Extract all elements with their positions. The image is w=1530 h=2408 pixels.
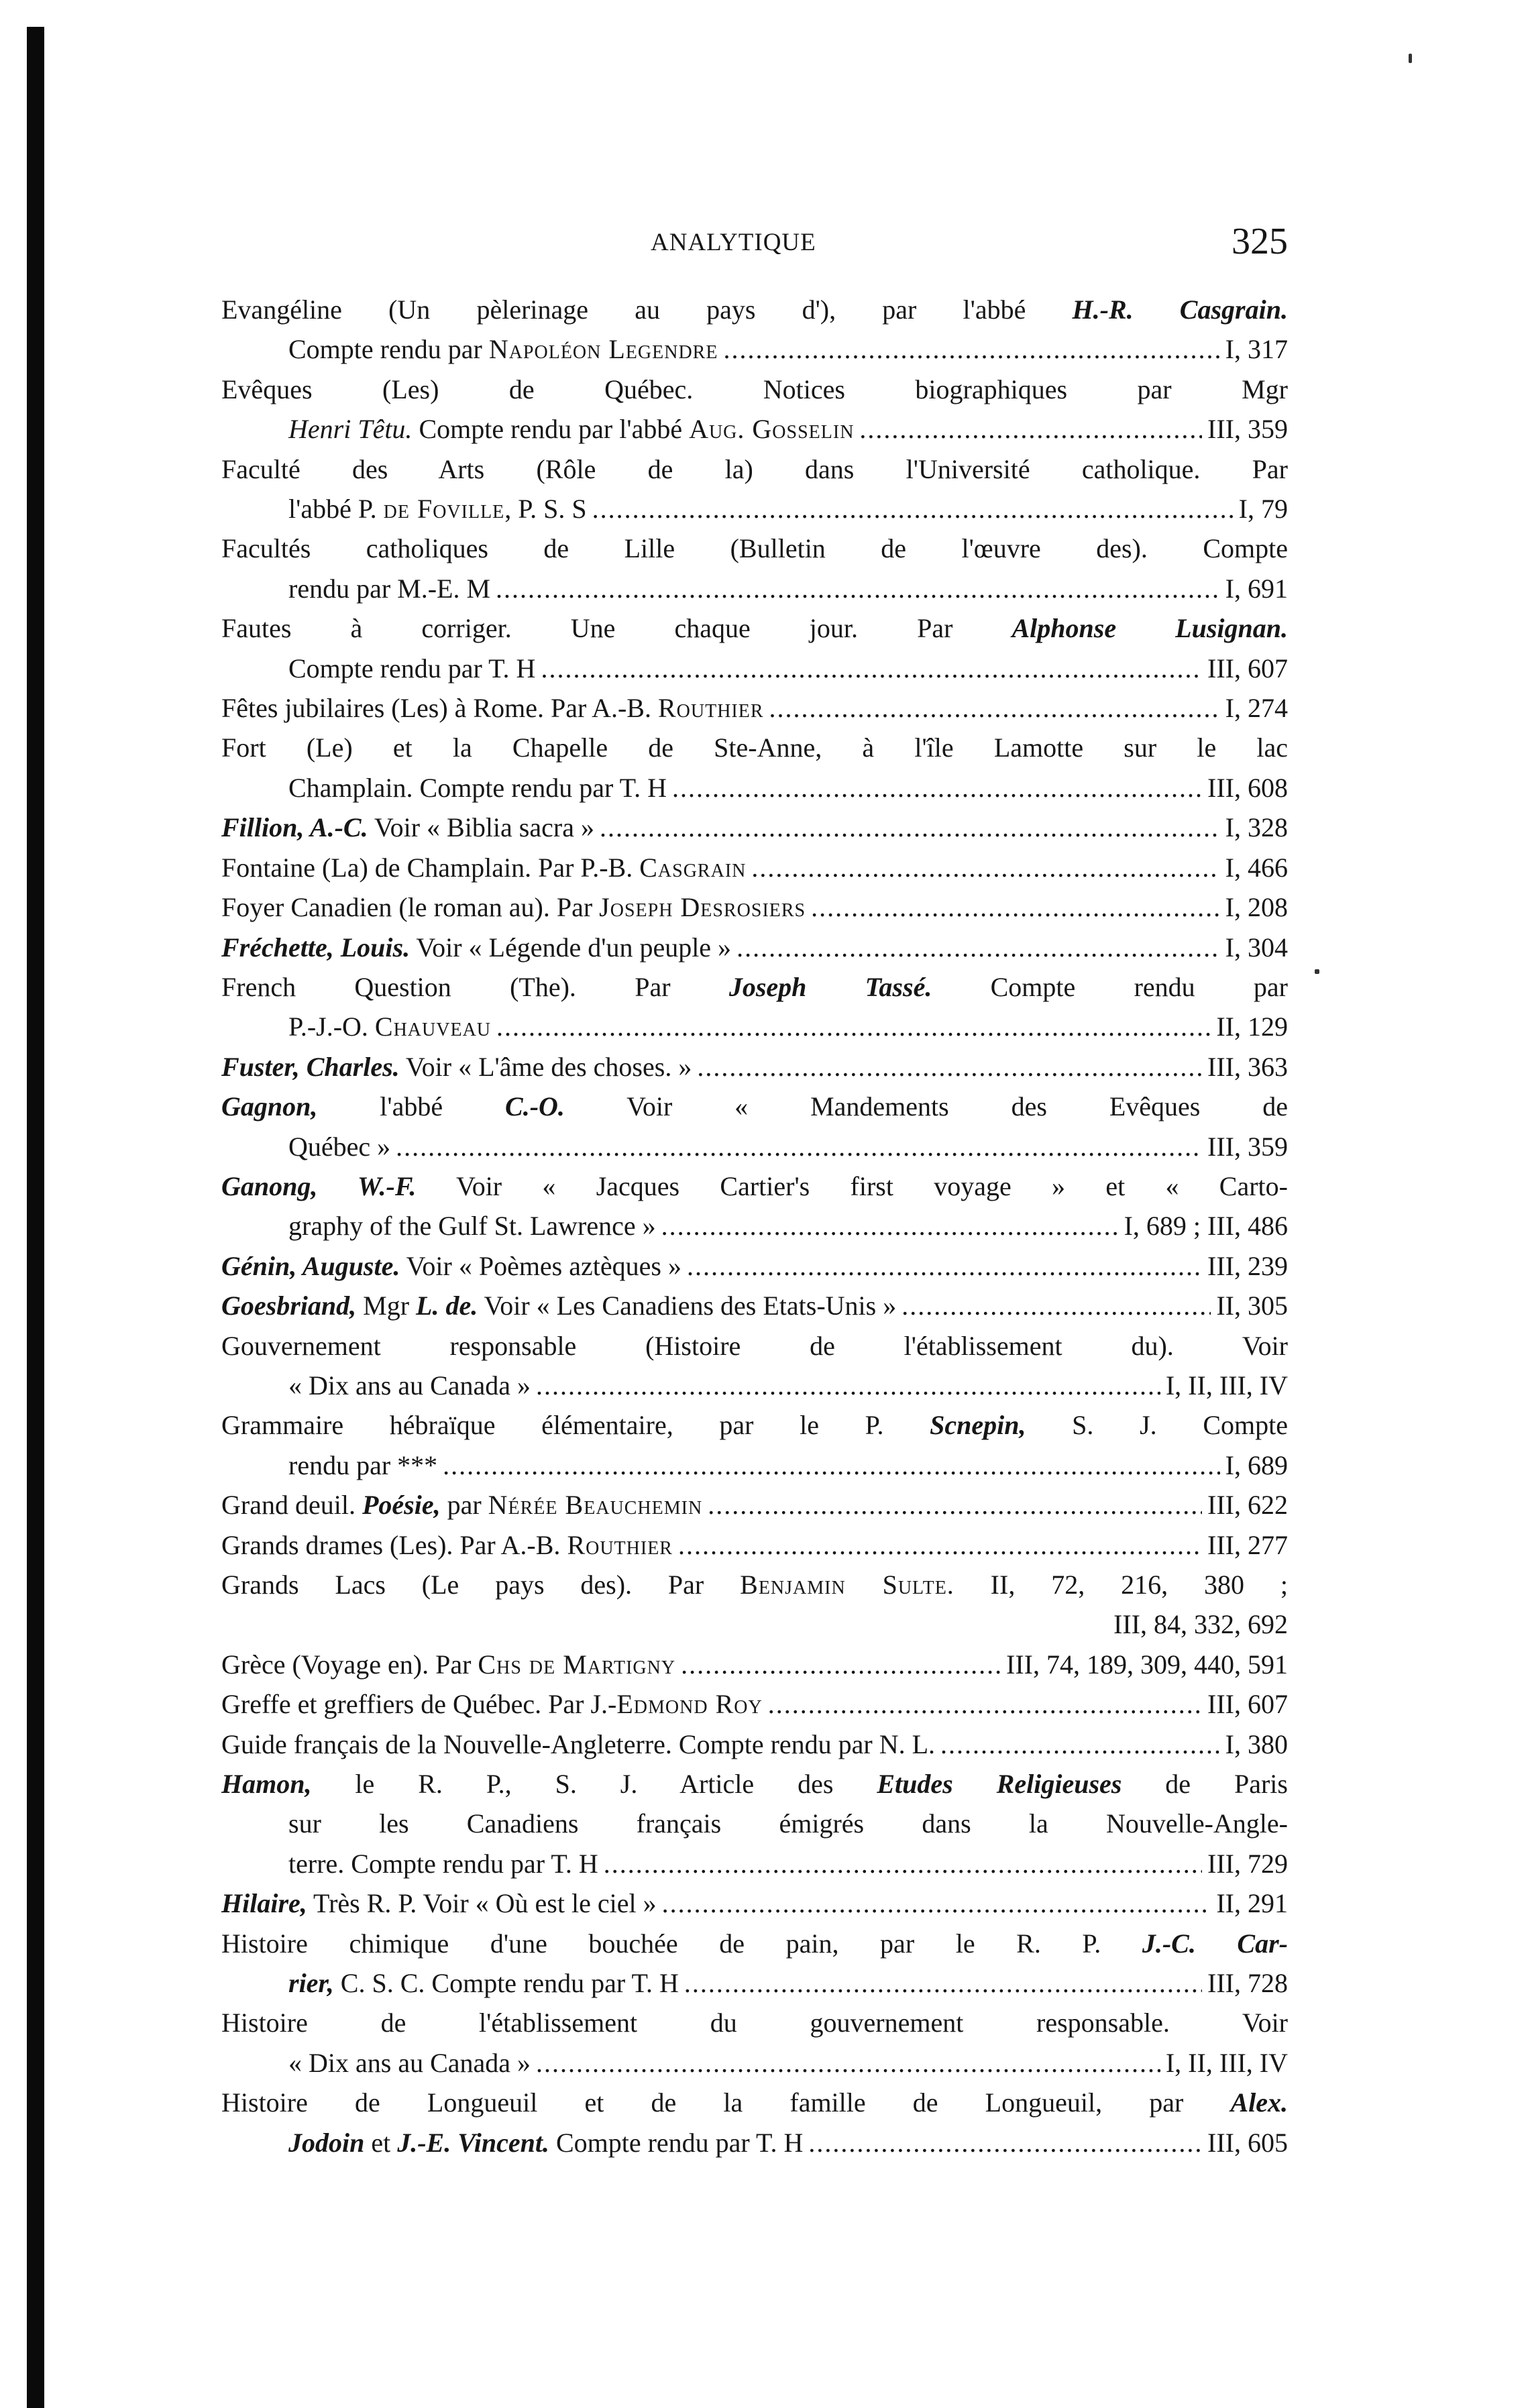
entry-text [221,1525,673,1565]
volume-page-reference: I, 689 ; III, 486 [1124,1211,1288,1242]
entry-text [288,2043,531,2083]
volume-page-reference: I, 274 [1225,693,1288,724]
dot-leader [536,1366,1160,1405]
entry-text-run: P.-J.-O. [288,1011,375,1042]
entry-headline [221,2003,1288,2042]
entry-text [221,1246,681,1286]
index-entry [221,608,1288,688]
volume-page-reference: III, 607 [1207,1689,1288,1720]
index-entry [221,928,1288,967]
entry-headline [221,529,1288,568]
entry-text-run: terre. Compte rendu par T. H [288,1848,598,1879]
entry-text-run: Grands drames (Les). Par A.-B. [221,1529,567,1560]
volume-page-reference: I, 691 [1225,573,1288,604]
entry-text [288,569,490,608]
entry-text-run: rendu par M.-E. M [288,573,491,604]
index-entry [221,1924,1288,2004]
entry-text-run: Evêques (Les) de Québec. Notices biographiques par Mgr [221,374,1288,404]
italic-name: Gagnon, [221,1091,318,1122]
entry-text [288,1963,679,2003]
entry-continuation [221,1007,1288,1046]
entry-headline [221,449,1288,489]
entry-headline [221,848,1288,887]
index-entry [221,1087,1288,1166]
entry-text [221,294,1288,325]
volume-page-reference: III, 277 [1207,1529,1288,1560]
dot-leader [661,1206,1119,1246]
entry-text [288,1007,491,1046]
entry-headline [221,1326,1288,1366]
entry-continuation [221,489,1288,529]
entry-headline [221,2083,1288,2122]
index-entry [221,1047,1288,1087]
dot-leader [684,1963,1202,2003]
dot-leader [443,1445,1220,1485]
volume-page-reference: II, 129 [1216,1011,1288,1042]
volume-page-reference: I, 79 [1238,494,1288,525]
entry-text [221,1725,935,1764]
entry-text-run: Voir « Les Canadiens des Etats-Unis » [478,1291,897,1321]
small-caps-name: Casgrain [639,852,747,883]
index-entry [221,887,1288,927]
volume-page-reference: III, 605 [1207,2127,1288,2158]
entry-text [288,649,535,688]
italic-name: J.-E. Vincent. [397,2127,549,2158]
page-edge-shadow [27,27,44,2408]
entry-headline [221,1725,1288,1764]
entry-text-run: sur les Canadiens français émigrés dans la Nouvelle-Angle- [288,1808,1288,1839]
dot-leader [604,1844,1202,1883]
volume-page-reference: I, II, III, IV [1165,2047,1288,2078]
entry-text [288,1808,1288,1839]
index-entry [221,1565,1288,1645]
italic-name: Etudes Religieuses [877,1769,1122,1800]
entry-text [221,1485,702,1525]
italic-name: Ganong, W.-F. [221,1170,417,1201]
italic-name: Poésie, [362,1490,441,1521]
entry-text [221,1928,1288,1959]
volume-page-reference: III, 622 [1207,1490,1288,1521]
entry-text [221,972,1288,1002]
running-title: ANALYTIQUE [651,229,816,256]
entry-text-run: Voir « L'âme des choses. » [399,1051,692,1082]
entry-headline [221,1684,1288,1724]
entry-headline [221,290,1288,329]
italic-name: Hamon, [221,1769,312,1800]
entry-text-run: « Dix ans au Canada » [288,1370,531,1401]
dot-leader [672,768,1202,808]
entry-continuation [221,649,1288,688]
entry-text-run: Compte rendu par T. H [288,653,536,683]
entry-headline [221,1047,1288,1087]
entry-headline [221,808,1288,847]
entry-text [221,613,1288,643]
volume-page-reference: III, 359 [1207,414,1288,445]
entry-text [288,1844,598,1883]
dot-leader [723,329,1219,369]
italic-name: Joseph Tassé. [728,971,932,1002]
entry-headline [221,1924,1288,1963]
volume-page-reference: II, 291 [1216,1888,1288,1919]
index-entry [221,1246,1288,1286]
dot-leader [736,928,1220,967]
entry-text [221,1570,1288,1600]
page-number: 325 [1232,221,1288,262]
entry-text-run: l'abbé [317,1091,506,1122]
entry-headline [221,728,1288,767]
entry-headline [221,1087,1288,1126]
entry-text-run: Voir « Biblia sacra » [368,812,594,843]
entry-text-run: Voir « Mandements des Evêques de [564,1091,1288,1122]
entry-headline [221,1166,1288,1206]
index-entry [221,1764,1288,1883]
entry-text-run: Compte rendu par l'abbé [412,414,690,445]
entry-text [221,1171,1288,1201]
dot-leader [697,1047,1202,1087]
entry-text [221,1684,763,1724]
volume-page-reference: III, 607 [1207,653,1288,683]
small-caps-name: Joseph Desrosiers [599,892,806,923]
dot-leader [940,1725,1220,1764]
italic-name: L. de. [416,1291,478,1321]
dot-leader [678,1525,1202,1565]
italic-name: H.-R. Casgrain. [1072,294,1288,325]
volume-page-reference: I, 328 [1225,812,1288,843]
entry-text [221,1883,657,1923]
dot-leader [769,688,1220,728]
dot-leader [901,1286,1211,1325]
small-caps-name: Chauveau [374,1011,492,1042]
entry-text [221,374,1288,404]
entry-text [288,1127,390,1166]
volume-page-reference: III, 608 [1207,772,1288,803]
entry-text-run: Champlain. Compte rendu par T. H [288,772,667,803]
entry-text-run: II, 72, 216, 380 ; [954,1570,1288,1600]
dot-leader [751,848,1219,887]
entry-text-run: Grammaire hébraïque élémentaire, par le P. [221,1410,930,1441]
index-entry [221,728,1288,808]
entry-text-run: graphy of the Gulf St. Lawrence » [288,1211,656,1242]
entry-text-run: Québec » [288,1131,391,1162]
entry-text [221,2087,1288,2118]
index-entry [221,1485,1288,1525]
entry-continuation [221,1844,1288,1883]
index-entry [221,1684,1288,1724]
index-entry [221,449,1288,529]
entry-text [288,489,587,529]
volume-page-reference: I, 304 [1225,932,1288,963]
italic-name: Alex. [1230,2087,1288,2118]
entry-text [221,533,1288,563]
index-entry [221,1286,1288,1325]
volume-page-reference: III, 728 [1207,1968,1288,1999]
entry-text-run: Guide français de la Nouvelle-Angleterre. Compte rendu par N. L. [221,1729,936,1759]
page-header [221,220,1288,267]
entry-text-run: Voir « Légende d'un peuple » [410,932,732,963]
volume-page-reference: II, 305 [1216,1291,1288,1321]
entry-text [221,1047,692,1087]
index-entry [221,1725,1288,1764]
entry-continuation [221,2043,1288,2083]
entry-text-run: S. J. Compte [1026,1410,1288,1441]
small-caps-name: Chs de Martigny [478,1649,676,1680]
italic-name: C.-O. [505,1091,565,1122]
entry-text-run: Gouvernement responsable (Histoire de l'établissement du). Voir [221,1330,1288,1361]
entry-text [221,887,806,927]
index-entry [221,1883,1288,1923]
entry-text [288,1206,656,1246]
entry-continuation [221,409,1288,449]
entry-text [221,1645,675,1684]
dot-leader [768,1684,1202,1724]
entry-text-run: Très R. P. Voir « Où est le ciel » [307,1888,657,1919]
volume-page-reference: III, 729 [1207,1848,1288,1879]
small-caps-name: Routhier [567,1529,673,1560]
entry-headline [221,967,1288,1007]
volume-page-reference: III, 74, 189, 309, 440, 591 [1006,1649,1288,1680]
entry-headline [221,887,1288,927]
entry-text-run: rendu par *** [288,1449,438,1480]
index-entry [221,967,1288,1047]
entry-text [221,732,1288,763]
volume-page-reference: III, 239 [1207,1250,1288,1281]
entry-text-run: French Question (The). Par [221,971,729,1002]
entry-headline [221,688,1288,728]
entry-text-run: « Dix ans au Canada » [288,2047,531,2078]
entry-text [221,454,1288,484]
dot-leader [687,1246,1202,1286]
index-entry [221,1405,1288,1485]
entry-headline [221,1565,1288,1604]
small-caps-name: Edmond Roy [616,1689,763,1720]
small-caps-name: Napoléon Legendre [488,334,718,365]
entry-text-run: Foyer Canadien (le roman au). Par [221,892,600,923]
volume-page-reference: I, 689 [1225,1449,1288,1480]
volume-page-reference: I, 466 [1225,852,1288,883]
entry-text-run: Histoire de l'établissement du gouvernement responsable. Voir [221,2008,1288,2038]
entry-headline [221,608,1288,648]
entry-text-run: Grands Lacs (Le pays des). Par [221,1570,741,1600]
entry-text [221,1769,1288,1799]
italic-name: Goesbriand, [221,1291,357,1321]
index-entry [221,1645,1288,1684]
entry-headline [221,1645,1288,1684]
entry-text-run: Voir « Jacques Cartier's first voyage » et « Carto- [416,1170,1288,1201]
volume-page-reference: I, 317 [1225,334,1288,365]
entry-text-run: le R. P., S. J. Article des [311,1769,877,1800]
italic-name: Fréchette, Louis. [221,932,411,963]
dot-leader [808,2123,1202,2163]
entry-text-run: Fort (Le) et la Chapelle de Ste-Anne, à l'île Lamotte sur le lac [221,732,1288,763]
small-caps-name: de Foville [383,494,505,525]
entry-text-run: et [364,2127,398,2158]
index-entry [221,2003,1288,2083]
entry-continuation [221,1366,1288,1405]
entry-headline [221,1883,1288,1923]
entry-text [288,1445,437,1485]
italic-name: Fuster, Charles. [221,1051,400,1082]
italic-name: Fillion, A.-C. [221,812,368,843]
index-entry [221,529,1288,608]
entry-continuation [221,329,1288,369]
entry-text-run: Voir « Poèmes aztèques » [400,1250,681,1281]
entry-text [221,688,764,728]
entry-headline [221,1286,1288,1325]
small-caps-name: Benjamin Sulte. [740,1570,954,1600]
entry-text-run: Fautes à corriger. Une chaque jour. Par [221,613,1012,644]
entry-text [221,1410,1288,1440]
italic-name: Alphonse Lusignan. [1012,613,1288,644]
index-entries [221,290,1288,2163]
index-entry [221,370,1288,449]
entry-text [221,1331,1288,1361]
entry-continuation [221,1445,1288,1485]
entry-text-run: Mgr [356,1291,417,1321]
entry-text-run: C. S. C. Compte rendu par T. H [333,1968,679,1999]
entry-text-run: Histoire de Longueuil et de la famille de Longueuil, par [221,2087,1231,2118]
entry-continuation [221,1127,1288,1166]
italic-name: Jodoin [288,2127,365,2158]
dot-leader [859,409,1202,449]
small-caps-name: Routhier [657,693,764,724]
index-entry [221,848,1288,887]
entry-headline [221,1485,1288,1525]
dot-leader [708,1485,1202,1525]
entry-text-run: Fontaine (La) de Champlain. Par P.-B. [221,852,640,883]
entry-text-run: Evangéline (Un pèlerinage au pays d'), par l'abbé [221,294,1073,325]
index-entry [221,808,1288,847]
entry-text [288,329,718,369]
entry-text [221,928,731,967]
entry-text-run: Compte rendu par [932,971,1289,1002]
entry-continuation [221,569,1288,608]
entry-text-run: Histoire chimique d'une bouchée de pain, par le R. P. [221,1928,1142,1959]
dot-leader [662,1883,1211,1923]
entry-text-run: Grand deuil. [221,1490,362,1521]
entry-text-run: Fêtes jubilaires (Les) à Rome. Par A.-B. [221,693,658,724]
entry-text [288,1366,531,1405]
small-caps-name: Aug. Gosselin [689,414,855,445]
entry-text-run: Faculté des Arts (Rôle de la) dans l'Université catholique. Par [221,453,1288,484]
volume-page-reference: I, II, III, IV [1165,1370,1288,1401]
entry-continuation [221,768,1288,808]
entry-text [221,848,746,887]
index-entry [221,1166,1288,1246]
dot-leader [536,2043,1160,2083]
entry-headline [221,1525,1288,1565]
dot-leader [496,1007,1211,1046]
entry-text [221,808,594,847]
dot-leader [811,887,1220,927]
entry-headline [221,370,1288,409]
entry-text [221,1286,896,1325]
entry-continuation [221,1963,1288,2003]
entry-headline [221,1764,1288,1804]
entry-headline [221,1246,1288,1286]
index-entry [221,688,1288,728]
entry-text [288,409,854,449]
entry-continuation [221,1206,1288,1246]
entry-text [288,768,667,808]
volume-page-reference: III, 359 [1207,1131,1288,1162]
entry-text-run: Greffe et greffiers de Québec. Par J.- [221,1689,617,1720]
dot-leader [592,489,1234,529]
dot-leader [600,808,1220,847]
index-entry [221,290,1288,370]
entry-text-run: Grèce (Voyage en). Par [221,1649,478,1680]
italic-name: Henri Têtu. [288,414,413,445]
italic-name: J.-C. Car- [1142,1928,1288,1959]
entry-continuation [221,2123,1288,2163]
index-entry [221,1326,1288,1406]
entry-text-run: Facultés catholiques de Lille (Bulletin de l'œuvre des). Compte [221,533,1288,564]
italic-name: Génin, Auguste. [221,1250,400,1281]
italic-name: rier, [288,1968,334,1999]
italic-name: Hilaire, [221,1888,307,1919]
index-entry [221,2083,1288,2163]
dot-leader [496,569,1220,608]
entry-text-run: de Paris [1122,1769,1288,1800]
volume-page-reference: I, 380 [1225,1729,1288,1759]
volume-page-reference: III, 363 [1207,1051,1288,1082]
volume-page-reference: III, 84, 332, 692 [1113,1609,1288,1640]
entry-text-run: par [440,1490,488,1521]
index-entry [221,1525,1288,1565]
scan-speck [1409,54,1412,63]
entry-text-run: , P. S. S [504,494,587,525]
small-caps-name: Nérée Beauchemin [488,1490,703,1521]
entry-headline [221,928,1288,967]
dot-leader [681,1645,1001,1684]
entry-text-run: l'abbé P. [288,494,384,525]
entry-text [288,2123,803,2163]
dot-leader [396,1127,1202,1166]
volume-page-reference: I, 208 [1225,892,1288,923]
entry-headline [221,1405,1288,1445]
entry-text [221,1091,1288,1121]
entry-continuation [221,1604,1288,1644]
entry-text [221,2008,1288,2038]
italic-name: Scnepin, [930,1410,1026,1441]
dot-leader [541,649,1202,688]
scan-speck [1315,969,1319,974]
entry-text-run: Compte rendu par [288,334,489,365]
entry-text-run: Compte rendu par T. H [549,2127,804,2158]
entry-continuation [221,1804,1288,1843]
